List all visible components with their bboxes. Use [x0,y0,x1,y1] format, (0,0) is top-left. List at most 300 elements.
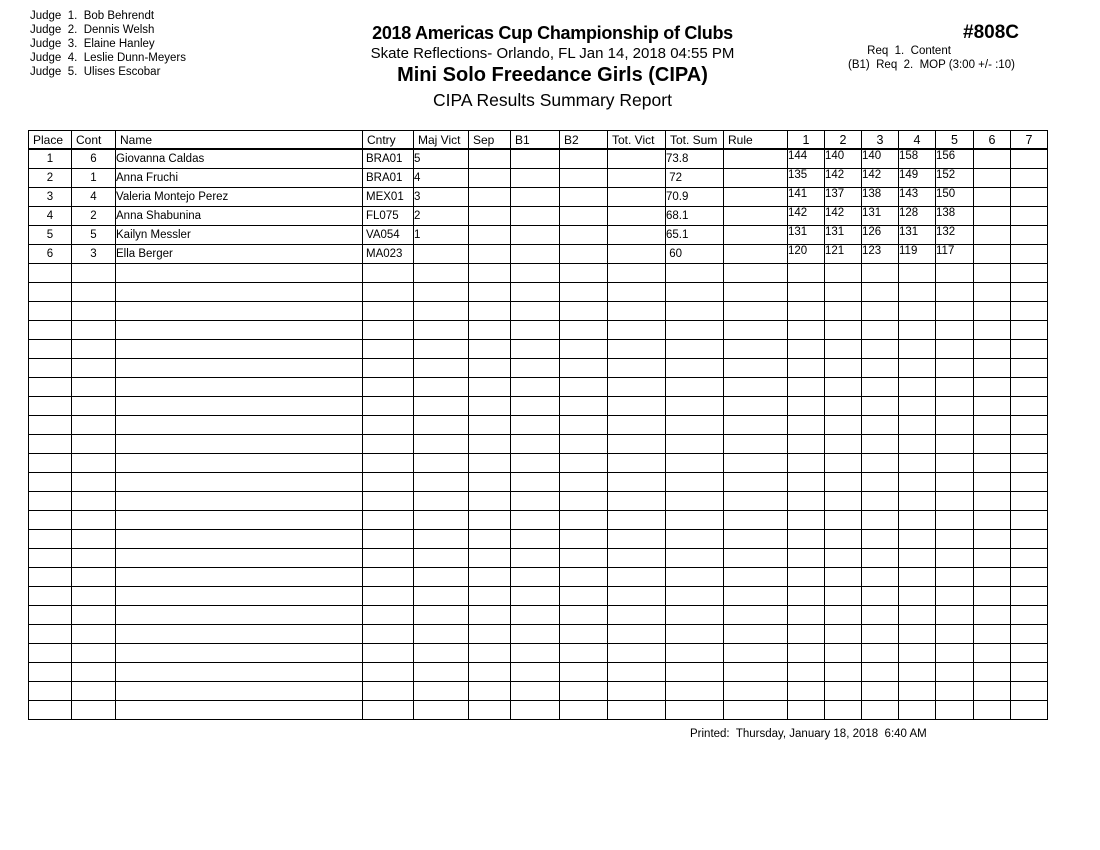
cell-b2 [560,149,608,169]
empty-cell [724,682,788,701]
empty-cell [414,302,469,321]
empty-row [29,663,1048,682]
empty-cell [608,397,666,416]
empty-cell [899,587,936,606]
empty-cell [511,549,560,568]
empty-cell [116,454,363,473]
cell-tot-sum: 73.8 [666,149,724,169]
cell-sep [469,245,511,264]
empty-cell [862,264,899,283]
results-body [29,149,1048,720]
empty-cell [560,378,608,397]
empty-cell [469,549,511,568]
empty-cell [666,587,724,606]
empty-cell [1011,454,1048,473]
cell-maj-vict: 5 [414,149,469,169]
cell-j1: 131 [788,226,825,245]
table-row [29,188,1048,207]
cell-j6 [974,169,1011,188]
col-judge-6: 6 [974,131,1011,150]
empty-cell [862,606,899,625]
empty-cell [363,606,414,625]
empty-row [29,511,1048,530]
cell-j2: 121 [825,245,862,264]
cell-tot-vict [608,169,666,188]
empty-cell [608,321,666,340]
empty-cell [414,644,469,663]
empty-cell [469,283,511,302]
empty-cell [899,264,936,283]
empty-cell [608,302,666,321]
requirements [848,44,1015,72]
empty-cell [1011,682,1048,701]
empty-cell [825,530,862,549]
empty-cell [1011,530,1048,549]
empty-cell [899,568,936,587]
empty-cell [724,587,788,606]
empty-cell [724,340,788,359]
empty-cell [29,530,72,549]
empty-cell [788,587,825,606]
judge-5: Judge 5. Ulises Escobar [30,66,161,78]
empty-cell [666,549,724,568]
empty-row [29,378,1048,397]
empty-cell [1011,663,1048,682]
empty-cell [511,378,560,397]
empty-cell [788,302,825,321]
empty-cell [29,549,72,568]
col-maj-vict: Maj Vict [414,131,469,150]
empty-cell [116,682,363,701]
empty-cell [724,435,788,454]
empty-cell [116,568,363,587]
cell-rule [724,226,788,245]
cell-b2 [560,207,608,226]
empty-cell [899,416,936,435]
empty-cell [116,359,363,378]
empty-cell [974,264,1011,283]
empty-cell [469,416,511,435]
empty-cell [414,625,469,644]
table-row [29,207,1048,226]
cell-b1 [511,149,560,169]
empty-cell [511,606,560,625]
cell-cont: 2 [72,207,116,226]
empty-cell [72,302,116,321]
empty-cell [511,568,560,587]
empty-cell [1011,321,1048,340]
empty-cell [899,321,936,340]
empty-row [29,340,1048,359]
empty-cell [1011,378,1048,397]
empty-cell [1011,264,1048,283]
judge-2: Judge 2. Dennis Welsh [30,24,155,36]
empty-cell [1011,302,1048,321]
cell-j6 [974,149,1011,169]
empty-cell [899,606,936,625]
cell-rule [724,149,788,169]
empty-cell [862,625,899,644]
empty-cell [862,492,899,511]
empty-cell [1011,359,1048,378]
empty-cell [936,302,974,321]
empty-cell [511,340,560,359]
empty-cell [788,416,825,435]
empty-cell [724,359,788,378]
empty-cell [1011,340,1048,359]
col-tot-sum: Tot. Sum [666,131,724,150]
empty-cell [788,530,825,549]
empty-cell [29,454,72,473]
empty-cell [72,473,116,492]
col-tot-vict: Tot. Vict [608,131,666,150]
cell-j4: 158 [899,149,936,169]
cell-j5: 156 [936,149,974,169]
empty-cell [608,644,666,663]
cell-j3: 138 [862,188,899,207]
cell-j4: 128 [899,207,936,226]
empty-cell [608,416,666,435]
empty-cell [116,416,363,435]
empty-cell [511,283,560,302]
cell-tot-sum: 72 [666,169,724,188]
empty-cell [608,283,666,302]
cell-j3: 142 [862,169,899,188]
col-judge-7: 7 [1011,131,1048,150]
cell-j5: 150 [936,188,974,207]
empty-cell [936,397,974,416]
empty-cell [825,511,862,530]
empty-row [29,454,1048,473]
empty-cell [363,530,414,549]
empty-cell [511,644,560,663]
empty-cell [363,625,414,644]
empty-cell [1011,587,1048,606]
col-name: Name [116,131,363,150]
empty-cell [363,587,414,606]
empty-cell [788,701,825,720]
empty-row [29,644,1048,663]
empty-cell [72,625,116,644]
cell-name: Anna Shabunina [116,207,363,226]
empty-cell [29,435,72,454]
empty-cell [72,530,116,549]
empty-cell [116,473,363,492]
empty-cell [511,454,560,473]
empty-cell [974,568,1011,587]
empty-cell [608,530,666,549]
empty-cell [414,340,469,359]
cell-j7 [1011,149,1048,169]
empty-cell [1011,606,1048,625]
empty-cell [936,435,974,454]
empty-cell [724,473,788,492]
cell-name: Valeria Montejo Perez [116,188,363,207]
empty-cell [899,378,936,397]
empty-cell [666,378,724,397]
empty-cell [1011,416,1048,435]
table-row [29,226,1048,245]
empty-cell [469,454,511,473]
empty-cell [862,530,899,549]
empty-cell [936,454,974,473]
empty-cell [116,302,363,321]
empty-cell [974,302,1011,321]
empty-cell [1011,644,1048,663]
empty-cell [469,378,511,397]
judges-list [30,9,186,79]
empty-cell [363,473,414,492]
empty-cell [72,416,116,435]
empty-cell [724,283,788,302]
empty-cell [724,549,788,568]
empty-cell [72,359,116,378]
cell-rule [724,188,788,207]
empty-cell [936,530,974,549]
empty-cell [469,321,511,340]
empty-cell [72,682,116,701]
division-title: Mini Solo Freedance Girls (CIPA) [397,64,708,86]
empty-cell [666,492,724,511]
empty-cell [116,264,363,283]
empty-cell [29,568,72,587]
empty-row [29,587,1048,606]
empty-cell [72,378,116,397]
empty-cell [1011,397,1048,416]
empty-cell [363,435,414,454]
empty-cell [862,359,899,378]
empty-cell [414,359,469,378]
empty-cell [560,568,608,587]
empty-cell [29,397,72,416]
empty-cell [825,492,862,511]
cell-cont: 4 [72,188,116,207]
empty-cell [414,587,469,606]
empty-cell [414,264,469,283]
empty-cell [974,435,1011,454]
cell-name: Anna Fruchi [116,169,363,188]
empty-cell [974,511,1011,530]
cell-b1 [511,188,560,207]
empty-cell [974,644,1011,663]
empty-cell [788,435,825,454]
empty-cell [414,549,469,568]
cell-b1 [511,226,560,245]
event-title: 2018 Americas Cup Championship of Clubs [372,23,733,43]
col-rule: Rule [724,131,788,150]
event-code: #808C [963,22,1019,43]
empty-cell [862,511,899,530]
empty-cell [560,492,608,511]
empty-cell [936,340,974,359]
empty-cell [666,321,724,340]
empty-cell [936,473,974,492]
empty-cell [608,264,666,283]
empty-cell [560,701,608,720]
empty-cell [560,644,608,663]
empty-cell [363,549,414,568]
empty-cell [862,587,899,606]
empty-cell [825,682,862,701]
empty-cell [29,359,72,378]
empty-cell [936,378,974,397]
empty-cell [29,492,72,511]
empty-cell [29,644,72,663]
empty-cell [862,321,899,340]
cell-j4: 149 [899,169,936,188]
cell-cntry: MEX01 [363,188,414,207]
empty-cell [825,568,862,587]
empty-cell [724,606,788,625]
col-judge-4: 4 [899,131,936,150]
empty-cell [414,283,469,302]
empty-cell [116,340,363,359]
cell-tot-vict [608,188,666,207]
empty-cell [788,625,825,644]
empty-cell [825,321,862,340]
cell-sep [469,169,511,188]
empty-cell [899,492,936,511]
empty-cell [862,302,899,321]
empty-cell [936,644,974,663]
cell-cntry: VA054 [363,226,414,245]
cell-place: 1 [29,149,72,169]
empty-cell [825,549,862,568]
cell-j2: 137 [825,188,862,207]
cell-tot-vict [608,226,666,245]
empty-cell [116,397,363,416]
empty-cell [936,625,974,644]
requirement-2: (B1) Req 2. MOP (3:00 +/- :10) [848,59,1015,71]
cell-j1: 120 [788,245,825,264]
cell-tot-vict [608,207,666,226]
empty-cell [469,625,511,644]
cell-j3: 131 [862,207,899,226]
empty-cell [414,663,469,682]
empty-cell [724,397,788,416]
empty-cell [899,663,936,682]
empty-cell [469,682,511,701]
empty-cell [72,397,116,416]
empty-cell [414,397,469,416]
cell-tot-vict [608,149,666,169]
empty-cell [724,644,788,663]
empty-cell [511,359,560,378]
empty-cell [116,587,363,606]
cell-j6 [974,188,1011,207]
empty-cell [825,625,862,644]
empty-row [29,473,1048,492]
empty-row [29,549,1048,568]
empty-cell [666,264,724,283]
empty-cell [974,663,1011,682]
empty-cell [608,492,666,511]
cell-j1: 141 [788,188,825,207]
cell-j4: 119 [899,245,936,264]
empty-cell [825,397,862,416]
empty-cell [724,454,788,473]
col-judge-3: 3 [862,131,899,150]
empty-cell [560,587,608,606]
empty-cell [788,492,825,511]
empty-cell [936,264,974,283]
results-table [28,130,1048,720]
empty-cell [1011,625,1048,644]
empty-cell [72,568,116,587]
empty-cell [862,682,899,701]
col-cntry: Cntry [363,131,414,150]
cell-tot-sum: 65.1 [666,226,724,245]
empty-cell [936,663,974,682]
empty-cell [788,644,825,663]
empty-cell [72,321,116,340]
empty-cell [862,568,899,587]
empty-cell [825,359,862,378]
cell-j5: 138 [936,207,974,226]
empty-cell [666,511,724,530]
empty-cell [469,568,511,587]
empty-cell [469,587,511,606]
empty-row [29,682,1048,701]
empty-cell [29,587,72,606]
empty-cell [560,397,608,416]
empty-cell [974,378,1011,397]
cell-j6 [974,226,1011,245]
empty-cell [608,663,666,682]
empty-cell [116,321,363,340]
empty-cell [974,587,1011,606]
empty-cell [511,492,560,511]
empty-cell [469,606,511,625]
empty-cell [414,435,469,454]
empty-cell [469,340,511,359]
report-title: CIPA Results Summary Report [433,90,672,110]
cell-sep [469,207,511,226]
empty-cell [363,416,414,435]
empty-cell [414,454,469,473]
empty-cell [936,682,974,701]
empty-cell [363,568,414,587]
empty-cell [1011,568,1048,587]
empty-cell [825,473,862,492]
empty-cell [724,701,788,720]
empty-cell [511,473,560,492]
empty-cell [788,378,825,397]
empty-cell [511,302,560,321]
empty-cell [974,473,1011,492]
empty-cell [29,473,72,492]
cell-j7 [1011,207,1048,226]
empty-cell [825,606,862,625]
empty-cell [666,302,724,321]
empty-cell [511,511,560,530]
empty-cell [788,454,825,473]
cell-j5: 132 [936,226,974,245]
empty-cell [608,454,666,473]
judge-4: Judge 4. Leslie Dunn-Meyers [30,52,186,64]
empty-cell [608,701,666,720]
cell-tot-sum: 68.1 [666,207,724,226]
empty-cell [899,644,936,663]
empty-cell [974,340,1011,359]
empty-cell [724,264,788,283]
empty-cell [1011,435,1048,454]
empty-cell [72,492,116,511]
empty-cell [511,587,560,606]
empty-cell [974,359,1011,378]
cell-maj-vict [414,245,469,264]
empty-cell [469,663,511,682]
